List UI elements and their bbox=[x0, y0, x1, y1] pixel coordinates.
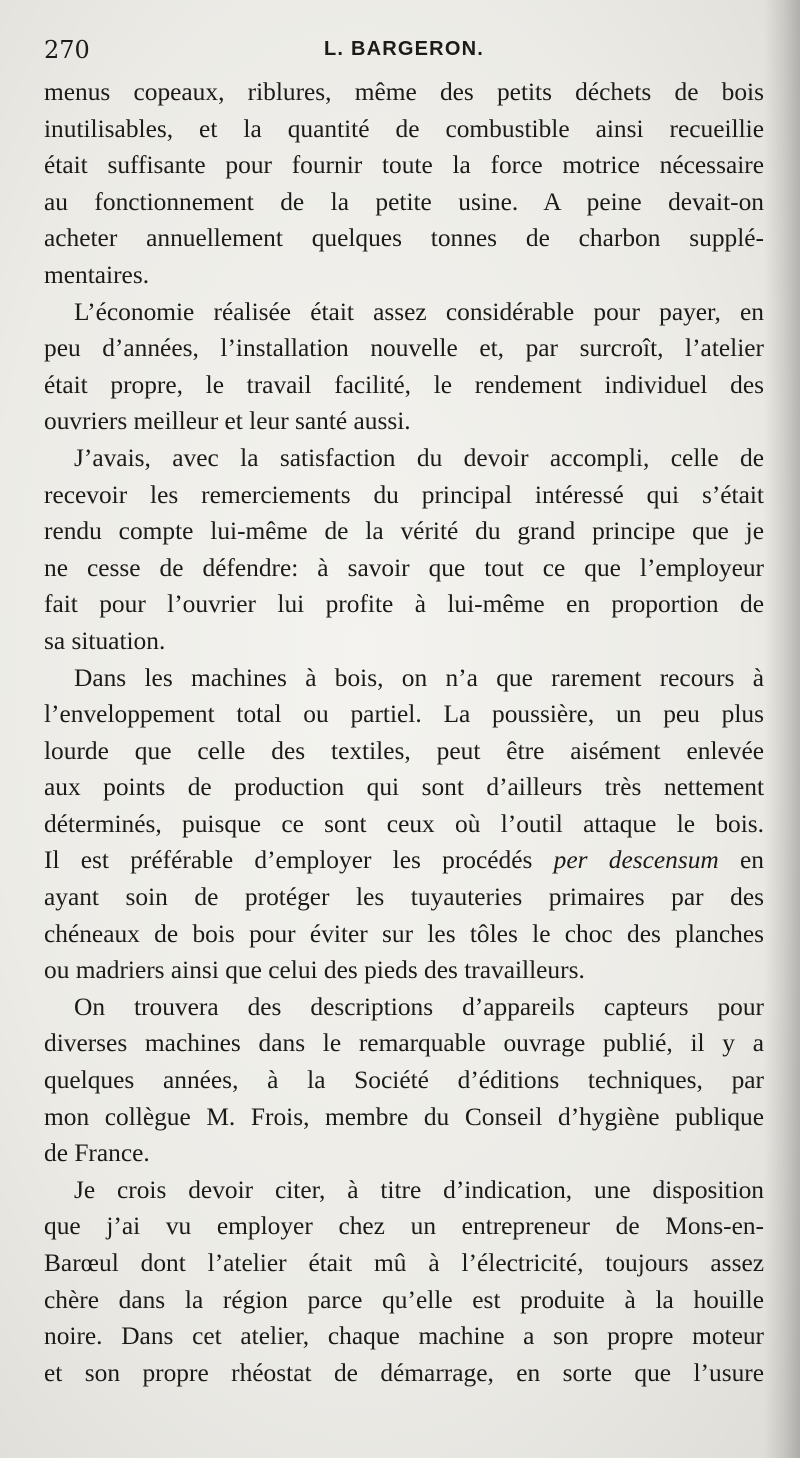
text-line: peu d’années, l’installation nouvelle et, par surcroît, l’atelier bbox=[44, 334, 764, 363]
paragraph bbox=[44, 989, 764, 1172]
text-line: au fonctionnement de la petite usine. A peine devait-on bbox=[44, 187, 764, 216]
text-line: sa situation. bbox=[44, 626, 166, 655]
text-line: noire. Dans cet atelier, chaque machine a son propre moteur bbox=[44, 1322, 764, 1351]
running-head bbox=[44, 36, 764, 72]
text-line: était propre, le travail facilité, le rendement individuel des bbox=[44, 370, 764, 399]
text-line: Barœul dont l’atelier était mû à l’électricité, toujours assez bbox=[44, 1249, 764, 1277]
text-line: était suffisante pour fournir toute la force motrice nécessaire bbox=[44, 151, 764, 180]
text-line: J’avais, avec la satisfaction du devoir accompli, celle de bbox=[74, 443, 764, 472]
paragraph bbox=[44, 440, 764, 660]
text-line: lourde que celle des textiles, peut être aisément enlevée bbox=[44, 736, 764, 765]
text-line: chéneaux de bois pour éviter sur les tôles le choc des planches bbox=[44, 919, 764, 948]
text-line: ne cesse de défendre: à savoir que tout ce que l’employeur bbox=[44, 553, 764, 582]
text-line: et son propre rhéostat de démarrage, en sorte que l’usure bbox=[44, 1358, 764, 1387]
text-line: déterminés, puisque ce sont ceux où l’outil attaque le bois. bbox=[44, 809, 764, 838]
text-line: inutilisables, et la quantité de combustible ainsi recueillie bbox=[44, 114, 764, 143]
text-line: chère dans la région parce qu’elle est produite à la houille bbox=[44, 1285, 764, 1314]
text-line: mon collègue M. Frois, membre du Conseil d’hygiène publique bbox=[44, 1102, 764, 1131]
page-gutter-shadow bbox=[764, 0, 800, 1458]
text-segment: Il est préférable d’employer les procédés bbox=[44, 846, 554, 875]
text-line: acheter annuellement quelques tonnes de charbon supplé- bbox=[44, 224, 764, 253]
paragraph bbox=[44, 660, 764, 989]
text-line: rendu compte lui-même de la vérité du grand principe que je bbox=[44, 517, 764, 546]
text-line: diverses machines dans le remarquable ouvrage publié, il y a bbox=[44, 1029, 764, 1058]
page-number: 270 bbox=[44, 36, 90, 64]
text-line: Dans les machines à bois, on n’a que rarement recours à bbox=[74, 663, 764, 692]
text-line: menus copeaux, riblures, même des petits déchets de bois bbox=[44, 78, 764, 106]
text-line: ou madriers ainsi que celui des pieds des travailleurs. bbox=[44, 956, 585, 985]
body-text bbox=[44, 74, 764, 1391]
running-title: L. BARGERON. bbox=[324, 38, 484, 60]
text-line: ouvriers meilleur et leur santé aussi. bbox=[44, 407, 411, 436]
text-line: aux points de production qui sont d’ailleurs très nettement bbox=[44, 773, 764, 802]
text-segment: en bbox=[718, 846, 764, 875]
paragraph bbox=[44, 74, 764, 294]
text-line-with-italic bbox=[44, 842, 764, 879]
text-line: quelques années, à la Société d’éditions techniques, par bbox=[44, 1066, 764, 1095]
text-line: On trouvera des descriptions d’appareils capteurs pour bbox=[74, 992, 764, 1021]
italic-term: per descensum bbox=[553, 846, 719, 875]
paragraph bbox=[44, 1172, 764, 1392]
text-line: fait pour l’ouvrier lui profite à lui-même en proportion de bbox=[44, 590, 764, 619]
text-line: L’économie réalisée était assez considérable pour payer, en bbox=[74, 297, 764, 326]
text-line: Je crois devoir citer, à titre d’indication, une disposition bbox=[74, 1175, 764, 1204]
text-line: que j’ai vu employer chez un entrepreneur de Mons-en- bbox=[44, 1212, 764, 1241]
text-line: ayant soin de protéger les tuyauteries primaires par des bbox=[44, 883, 764, 912]
text-line: l’enveloppement total ou partiel. La poussière, un peu plus bbox=[44, 700, 764, 729]
text-line: recevoir les remerciements du principal intéressé qui s’était bbox=[44, 480, 764, 509]
paragraph bbox=[44, 294, 764, 440]
text-line: de France. bbox=[44, 1139, 150, 1168]
text-line: mentaires. bbox=[44, 260, 150, 289]
